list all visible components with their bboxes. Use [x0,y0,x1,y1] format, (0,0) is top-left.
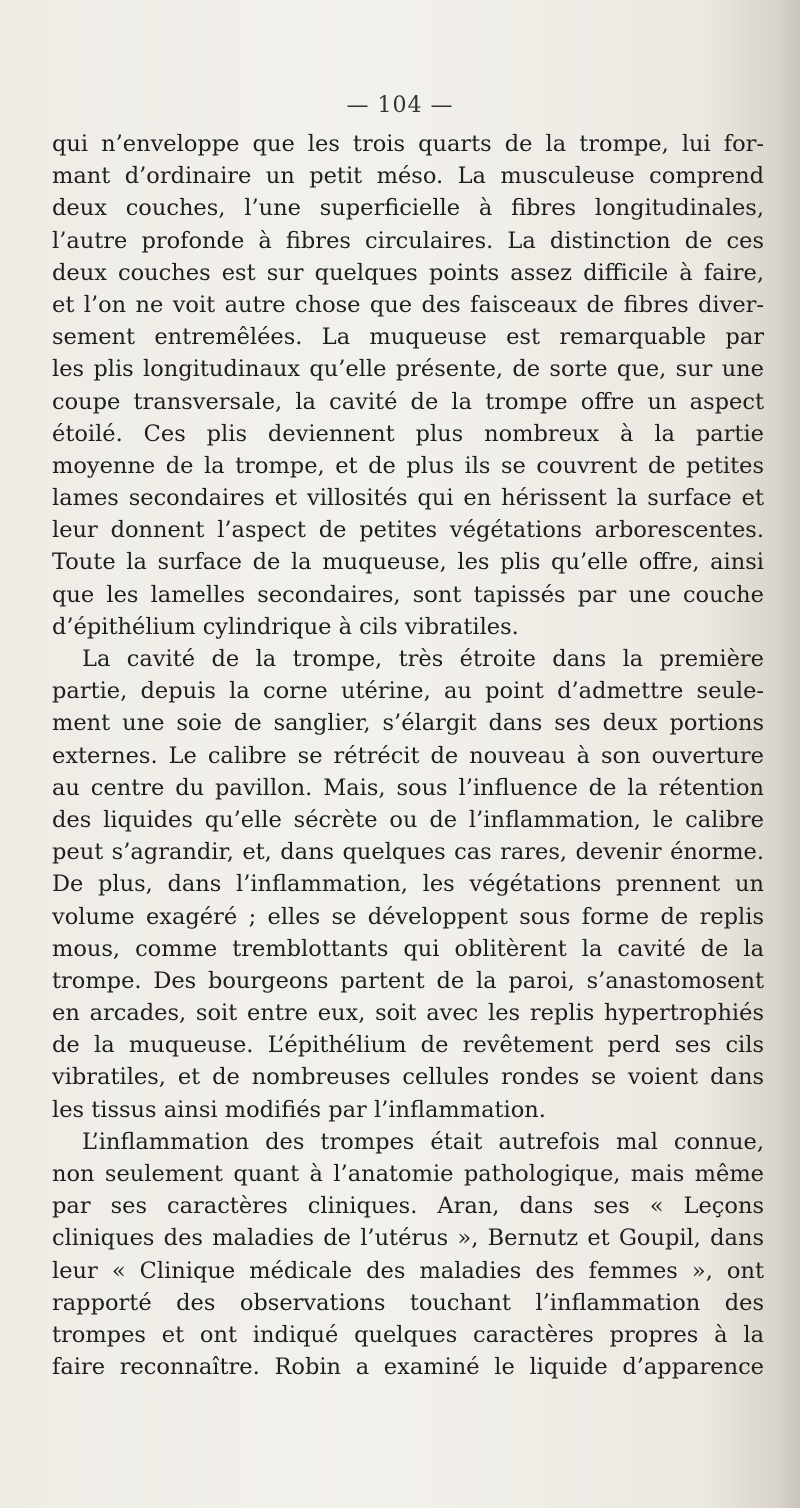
text-line: de la muqueuse. L’épithélium de revêtement perd ses cils [52,1032,764,1059]
text-line: qui n’enveloppe que les trois quarts de la trompe, lui for- [52,131,764,157]
text-line: L’inflammation des trompes était autrefois mal connue, [82,1128,764,1155]
text-line: non seulement quant à l’anatomie pathologique, mais même [52,1161,764,1187]
text-line: leur donnent l’aspect de petites végétations arborescentes. [52,517,764,544]
text-line: étoilé. Ces plis deviennent plus nombreux à la partie [52,420,764,447]
text-line: par ses caractères cliniques. Aran, dans ses « Leçons [52,1193,764,1220]
text-line: partie, depuis la corne utérine, au point d’admettre seule- [52,678,764,705]
text-line: mous, comme tremblottants qui oblitèrent la cavité de la [52,935,764,962]
text-line: mant d’ordinaire un petit méso. La musculeuse comprend [52,163,764,190]
text-line: d’épithélium cylindrique à cils vibratiles. [52,613,519,640]
text-line: moyenne de la trompe, et de plus ils se couvrent de petites [52,452,764,479]
text-line: en arcades, soit entre eux, soit avec les replis hypertrophiés [52,1000,764,1027]
text-line: au centre du pavillon. Mais, sous l’influence de la rétention [52,774,764,801]
text-line: rapporté des observations touchant l’inflammation des [52,1289,764,1316]
text-line: l’autre profonde à fibres circulaires. La distinction de ces [52,227,764,254]
text-line: peut s’agrandir, et, dans quelques cas rares, devenir énorme. [52,839,764,866]
text-line: des liquides qu’elle sécrète ou de l’inflammation, le calibre [52,806,764,833]
body-text [52,128,764,1383]
text-line: lames secondaires et villosités qui en hérissent la surface et [52,485,764,512]
text-line: les plis longitudinaux qu’elle présente, de sorte que, sur une [52,356,764,383]
text-line: coupe transversale, la cavité de la trompe offre un aspect [52,388,764,415]
text-line: que les lamelles secondaires, sont tapissés par une couche [52,581,764,608]
text-line: trompes et ont indiqué quelques caractères propres à la [52,1321,764,1348]
text-line: leur « Clinique médicale des maladies des femmes », ont [52,1257,764,1284]
text-line: ment une soie de sanglier, s’élargit dans ses deux portions [52,710,764,737]
text-line: volume exagéré ; elles se développent sous forme de replis [52,903,764,930]
text-line: Toute la surface de la muqueuse, les plis qu’elle offre, ainsi [52,549,764,576]
text-line: faire reconnaître. Robin a examiné le liquide d’apparence [52,1354,764,1381]
text-line: trompe. Des bourgeons partent de la paroi, s’anastomosent [52,967,764,994]
text-line: et l’on ne voit autre chose que des faisceaux de fibres diver- [52,291,764,318]
text-line: deux couches, l’une superficielle à fibres longitudinales, [52,195,764,222]
page-number: — 104 — [346,93,454,118]
text-line: externes. Le calibre se rétrécit de nouveau à son ouverture [52,742,764,769]
text-line: vibratiles, et de nombreuses cellules rondes se voient dans [52,1064,764,1091]
text-line: De plus, dans l’inflammation, les végétations prennent un [52,871,764,898]
text-line: sement entremêlées. La muqueuse est remarquable par [52,324,764,351]
text-line: deux couches est sur quelques points assez difficile à faire, [52,259,764,286]
text-line: les tissus ainsi modifiés par l’inflammation. [52,1096,546,1123]
text-line: La cavité de la trompe, très étroite dans la première [82,646,764,672]
text-line: cliniques des maladies de l’utérus », Bernutz et Goupil, dans [52,1225,764,1252]
